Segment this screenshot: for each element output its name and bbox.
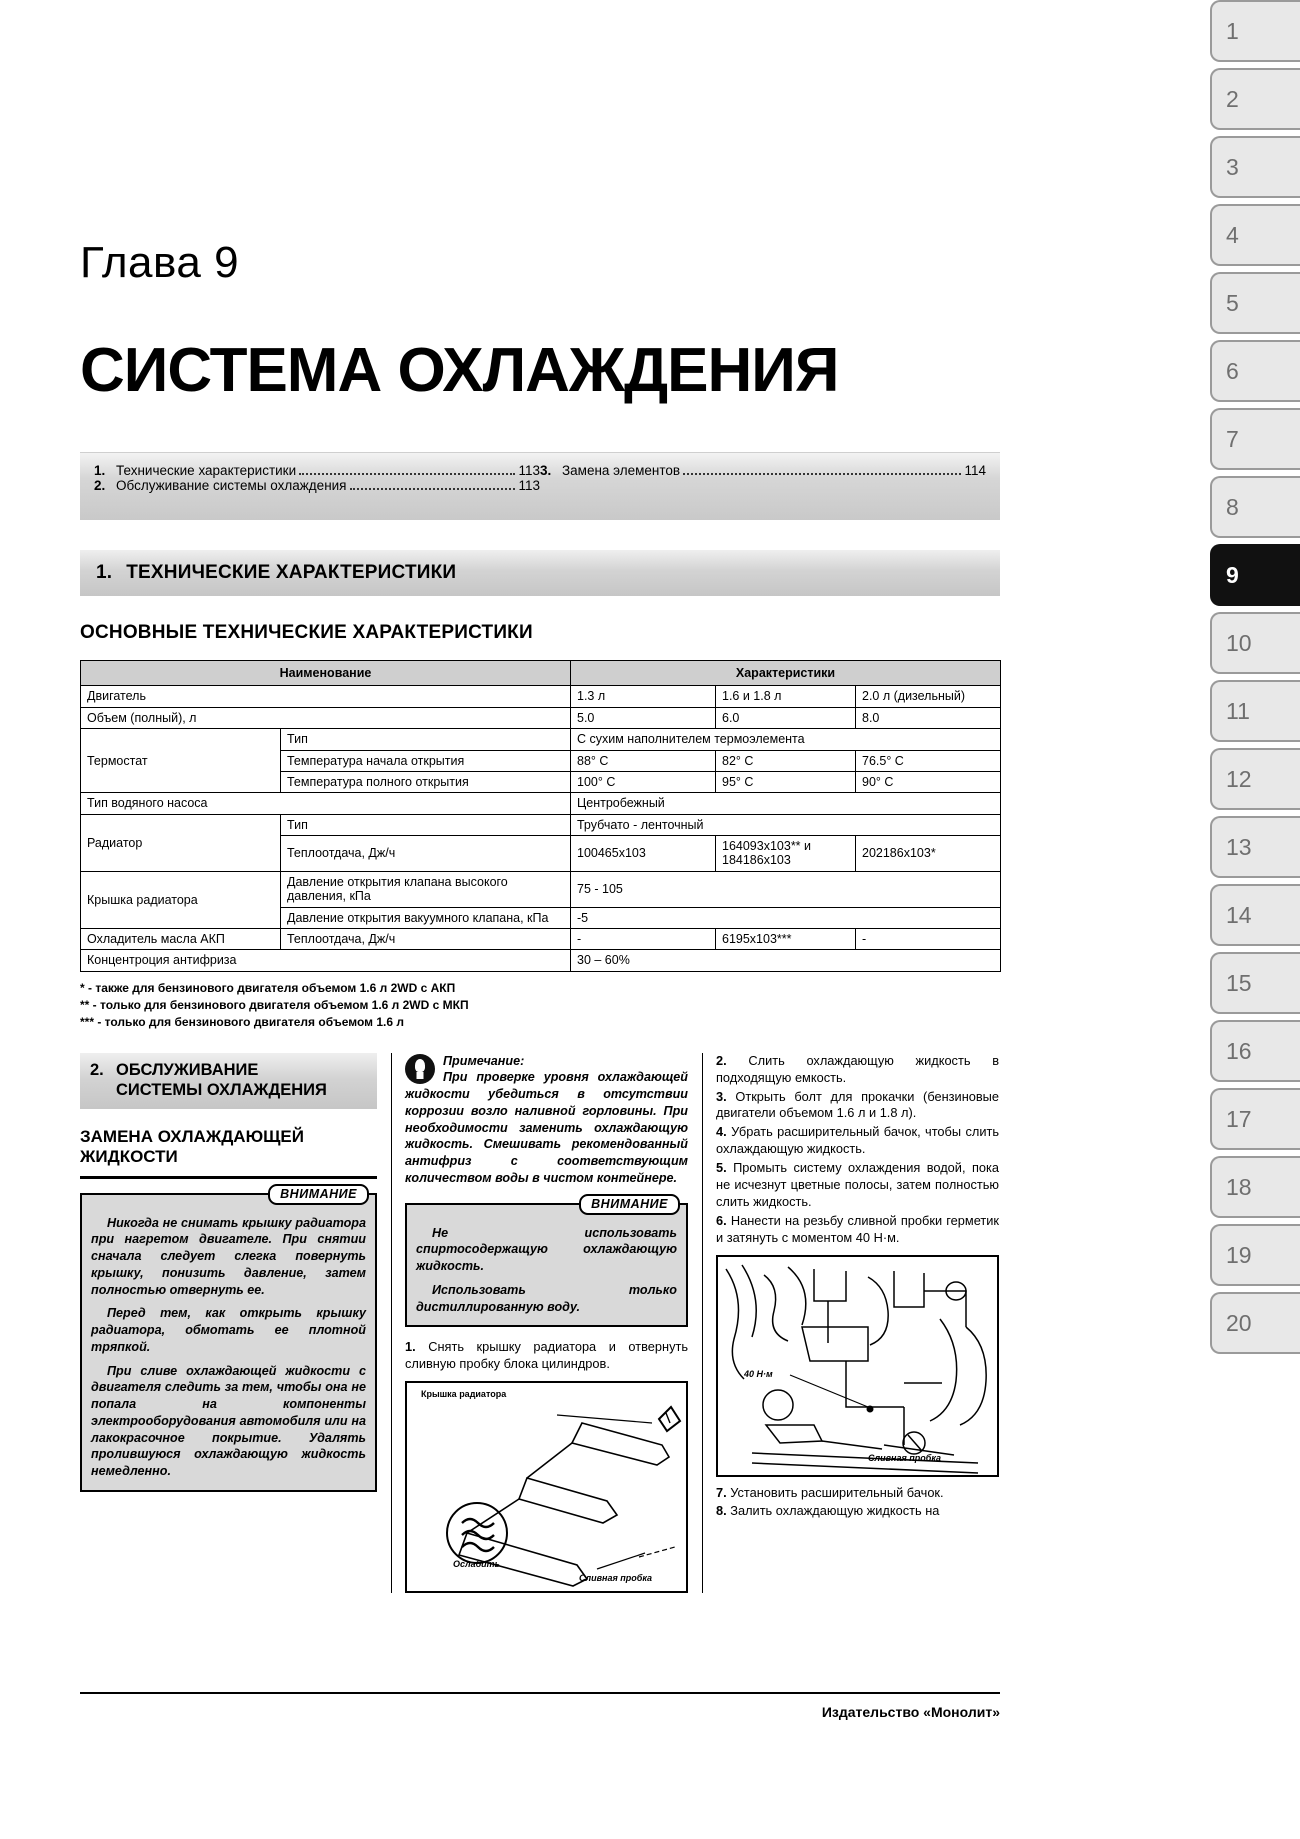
- chapter-tab-9[interactable]: [1210, 544, 1300, 606]
- table-row: [81, 928, 1001, 949]
- steps-right-after: [716, 1485, 999, 1521]
- column-right: [702, 1053, 999, 1593]
- section-2-indent: [90, 1080, 116, 1101]
- procedure-step-text: Слить охлаждающую жидкость в подходящую емкость.: [716, 1052, 999, 1085]
- warning-left-body: [91, 1215, 366, 1480]
- chapter-tab-label: 3: [1226, 153, 1239, 180]
- table-cell-value-span: С сухим наполнителем термоэлемента: [571, 729, 1001, 750]
- toc-entry-page: 114: [964, 463, 986, 478]
- table-cell-name: Термостат: [81, 729, 281, 793]
- section-1-number: 1.: [96, 562, 113, 583]
- table-row: [81, 707, 1001, 728]
- table-cell-value-3: 8.0: [856, 707, 1001, 728]
- table-cell-name: Радиатор: [81, 814, 281, 871]
- chapter-tab-19[interactable]: [1210, 1224, 1300, 1286]
- warning-paragraph: При сливе охлаждающей жидкости с двигателя следить за тем, чтобы она не попала на компоненты электрооборудования автомобиля или на лакокрасочное покрытие. Удалять пролившуюся охлаждающую жидкость немедленно.: [91, 1363, 366, 1479]
- toc-leader-dots: [299, 473, 515, 475]
- procedure-step: [716, 1053, 999, 1087]
- chapter-tab-1[interactable]: [1210, 0, 1300, 62]
- toc-leader-dots: [350, 488, 516, 490]
- coolant-replacement-heading: [80, 1127, 377, 1179]
- warning-paragraph: Не использовать спиртосодержащую охлаждающую жидкость.: [416, 1225, 677, 1274]
- table-cell-value-3: -: [856, 928, 1001, 949]
- chapter-tab-3[interactable]: [1210, 136, 1300, 198]
- column-left: [80, 1053, 377, 1593]
- page-content: [80, 0, 1000, 1593]
- chapter-tab-label: 20: [1226, 1309, 1252, 1336]
- table-cell-value-3: 76.5° С: [856, 750, 1001, 771]
- coolant-heading-line1: ЗАМЕНА ОХЛАЖДАЮЩЕЙ: [80, 1126, 304, 1146]
- procedure-step-number: 3.: [716, 1088, 736, 1104]
- procedure-step-text: Промыть систему охлаждения водой, пока не исчезнут цветные полосы, затем полностью слить жидкость.: [716, 1160, 999, 1209]
- chapter-tab-18[interactable]: [1210, 1156, 1300, 1218]
- chapter-tab-20[interactable]: [1210, 1292, 1300, 1354]
- warning-box-left: [80, 1186, 377, 1492]
- table-row: [81, 950, 1001, 971]
- procedure-step-number: 7.: [716, 1484, 731, 1500]
- table-cell-subname: Тип: [281, 729, 571, 750]
- table-cell-value-1: 5.0: [571, 707, 716, 728]
- note-lead: Примечание:: [443, 1053, 525, 1068]
- toc-entry-label: Технические характеристики: [116, 463, 297, 478]
- procedure-step-number: 5.: [716, 1160, 734, 1176]
- toc-entry-number: 2.: [94, 478, 106, 493]
- chapter-tab-label: 12: [1226, 765, 1252, 792]
- bulb-icon: [405, 1054, 435, 1084]
- table-footnote: * - также для бензинового двигателя объемом 1.6 л 2WD с АКП: [80, 980, 456, 995]
- table-cell-value-3: 2.0 л (дизельный): [856, 686, 1001, 707]
- procedure-step-number: 2.: [716, 1052, 749, 1068]
- chapter-tab-label: 10: [1226, 629, 1252, 656]
- table-cell-value-1: -: [571, 928, 716, 949]
- table-footnote: *** - только для бензинового двигателя объемом 1.6 л: [80, 1014, 404, 1029]
- spec-table-subtitle: ОСНОВНЫЕ ТЕХНИЧЕСКИЕ ХАРАКТЕРИСТИКИ: [80, 622, 533, 643]
- table-cell-value-span: Трубчато - ленточный: [571, 814, 1001, 835]
- warning-paragraph: Перед тем, как открыть крышку радиатора, обмотать ее плотной тряпкой.: [91, 1306, 366, 1354]
- toc-entry-page: 113: [518, 478, 540, 493]
- procedure-step: [716, 1089, 999, 1123]
- table-cell-value-2: 95° С: [716, 771, 856, 792]
- chapter-tab-label: 18: [1226, 1173, 1252, 1200]
- table-cell-subname: Тип: [281, 814, 571, 835]
- chapter-tab-15[interactable]: [1210, 952, 1300, 1014]
- chapter-tab-13[interactable]: [1210, 816, 1300, 878]
- chapter-tab-label: 15: [1226, 969, 1252, 996]
- three-column-body: [80, 1053, 1000, 1593]
- table-cell-value-2: 164093х103** и 184186х103: [716, 836, 856, 872]
- warning-flag-middle: ВНИМАНИЕ: [579, 1194, 680, 1215]
- table-cell-value-3: 202186х103*: [856, 836, 1001, 872]
- table-cell-value-1: 100465х103: [571, 836, 716, 872]
- figure-radiator-cap: [405, 1381, 688, 1593]
- chapter-tab-label: 2: [1226, 85, 1239, 112]
- chapter-label: Глава 9: [80, 238, 240, 287]
- procedure-step-number: 6.: [716, 1212, 731, 1228]
- procedure-step-text: Установить расширительный бачок.: [730, 1484, 944, 1500]
- chapter-tab-rail: [1204, 0, 1300, 1380]
- table-cell-value-1: 88° С: [571, 750, 716, 771]
- procedure-step: [716, 1485, 999, 1502]
- chapter-tab-10[interactable]: [1210, 612, 1300, 674]
- chapter-tab-17[interactable]: [1210, 1088, 1300, 1150]
- note-text: При проверке уровня охлаждающей жидкости убедиться в отсутствии коррозии возло наливной горловины. При необходимости заменить охлаждающую жидкость. Смешивать рекомендованный антифриз с соответствующим количеством воды в чистом контейнере.: [405, 1070, 688, 1185]
- specifications-table-body: [81, 686, 1001, 971]
- chapter-tab-7[interactable]: [1210, 408, 1300, 470]
- engine-bay-diagram: [718, 1257, 999, 1477]
- table-cell-subname: Давление открытия клапана высокого давления, кПа: [281, 871, 571, 907]
- table-cell-name: Объем (полный), л: [81, 707, 571, 728]
- figure-caption-loosen: Ослабить: [453, 1559, 501, 1570]
- chapter-tab-label: 1: [1226, 17, 1239, 44]
- toc-entry-label: Замена элементов: [562, 463, 681, 478]
- table-cell-value-2: 6.0: [716, 707, 856, 728]
- procedure-step: [716, 1160, 999, 1211]
- figure-caption-radiator-cap: Крышка радиатора: [421, 1389, 507, 1400]
- chapter-tab-8[interactable]: [1210, 476, 1300, 538]
- page-footer: Издательство «Монолит»: [80, 1692, 1000, 1720]
- toc-entry[interactable]: [94, 463, 540, 478]
- table-cell-value-span: Центробежный: [571, 793, 1001, 814]
- toc-entry-number: 1.: [94, 463, 106, 478]
- chapter-tab-label: 7: [1226, 425, 1239, 452]
- chapter-tab-label: 14: [1226, 901, 1252, 928]
- table-cell-value-span: -5: [571, 907, 1001, 928]
- procedure-step-text: Снять крышку радиатора и отвернуть сливную пробку блока цилиндров.: [405, 1339, 688, 1372]
- procedure-step-text: Нанести на резьбу сливной пробки герметик и затянуть с моментом 40 Н·м.: [716, 1212, 999, 1245]
- chapter-tab-label: 13: [1226, 833, 1252, 860]
- specifications-table: [80, 660, 1001, 972]
- note-block: [405, 1053, 688, 1187]
- section-2-title-line2: СИСТЕМЫ ОХЛАЖДЕНИЯ: [116, 1081, 327, 1100]
- chapter-tab-11[interactable]: [1210, 680, 1300, 742]
- chapter-tab-label: 16: [1226, 1037, 1252, 1064]
- table-cell-value-2: 82° С: [716, 750, 856, 771]
- figure-caption-drain-plug-right: Сливная пробка: [868, 1452, 942, 1463]
- column-middle: [391, 1053, 688, 1593]
- table-header-name: Наименование: [81, 661, 571, 686]
- procedure-step-text: Залить охлаждающую жидкость на: [730, 1503, 940, 1519]
- procedure-step-number: 1.: [405, 1339, 429, 1355]
- chapter-tab-6[interactable]: [1210, 340, 1300, 402]
- chapter-tab-14[interactable]: [1210, 884, 1300, 946]
- procedure-step-text: Убрать расширительный бачок, чтобы слить охлаждающую жидкость.: [716, 1124, 999, 1157]
- warning-paragraph: Использовать только дистиллированную воду.: [416, 1282, 677, 1314]
- figure-caption-torque: 40 Н·м: [744, 1368, 773, 1379]
- table-cell-subname: Давление открытия вакуумного клапана, кПа: [281, 907, 571, 928]
- warning-paragraph: Никогда не снимать крышку радиатора при нагретом двигателе. При снятии сначала следует слегка повернуть крышку, понизить давление, затем полностью отвернуть ее.: [91, 1215, 366, 1297]
- chapter-tab-label: 11: [1226, 697, 1250, 724]
- section-1-title: ТЕХНИЧЕСКИЕ ХАРАКТЕРИСТИКИ: [126, 562, 457, 583]
- procedure-step-number: 4.: [716, 1124, 732, 1140]
- table-cell-name: Двигатель: [81, 686, 571, 707]
- section-header-1: [80, 550, 1000, 596]
- section-2-title-line1: ОБСЛУЖИВАНИЕ: [116, 1060, 259, 1079]
- chapter-tab-label: 8: [1226, 493, 1239, 520]
- table-header-characteristics: Характеристики: [571, 661, 1001, 686]
- toc-entry-page: 113: [518, 463, 540, 478]
- procedure-step-number: 8.: [716, 1503, 731, 1519]
- chapter-tab-16[interactable]: [1210, 1020, 1300, 1082]
- toc-entry-number: 3.: [540, 463, 552, 478]
- toc-entry[interactable]: [540, 463, 986, 478]
- warning-flag-left: ВНИМАНИЕ: [268, 1184, 369, 1205]
- procedure-step: [716, 1213, 999, 1247]
- table-cell-value-span: 30 – 60%: [571, 950, 1001, 971]
- figure-caption-drain-plug: Сливная пробка: [579, 1573, 653, 1584]
- procedure-step: [716, 1124, 999, 1158]
- table-row: [81, 871, 1001, 907]
- table-cell-name: Охладитель масла АКП: [81, 928, 281, 949]
- table-footnote: ** - только для бензинового двигателя объемом 1.6 л 2WD с МКП: [80, 997, 469, 1012]
- procedure-step: [716, 1503, 999, 1520]
- table-of-contents: [80, 452, 1000, 520]
- table-cell-subname: Температура полного открытия: [281, 771, 571, 792]
- warning-box-middle: [405, 1196, 688, 1328]
- table-row: [81, 729, 1001, 750]
- section-header-2: [80, 1053, 377, 1109]
- chapter-tab-label: 5: [1226, 289, 1239, 316]
- radiator-drain-diagram: [407, 1383, 688, 1593]
- steps-middle: [405, 1339, 688, 1373]
- table-cell-value-span: 75 - 105: [571, 871, 1001, 907]
- table-cell-name: Тип водяного насоса: [81, 793, 571, 814]
- chapter-tab-label: 17: [1226, 1105, 1252, 1132]
- table-cell-subname: Температура начала открытия: [281, 750, 571, 771]
- table-row: [81, 793, 1001, 814]
- steps-right: [716, 1053, 999, 1247]
- warning-middle-body: [416, 1225, 677, 1316]
- toc-column-left: [94, 463, 540, 504]
- page-title: СИСТЕМА ОХЛАЖДЕНИЯ: [80, 336, 839, 405]
- table-cell-value-2: 6195х103***: [716, 928, 856, 949]
- chapter-tab-label: 6: [1226, 357, 1239, 384]
- procedure-step-text: Открыть болт для прокачки (бензиновые двигатели объемом 1.6 л и 1.8 л).: [716, 1088, 999, 1121]
- table-cell-name: Крышка радиатора: [81, 871, 281, 928]
- chapter-tab-5[interactable]: [1210, 272, 1300, 334]
- chapter-tab-12[interactable]: [1210, 748, 1300, 810]
- chapter-tab-label: 4: [1226, 221, 1239, 248]
- figure-engine-drain-plug: [716, 1255, 999, 1477]
- table-cell-subname: Теплоотдача, Дж/ч: [281, 928, 571, 949]
- toc-column-right: [540, 463, 986, 504]
- chapter-tab-4[interactable]: [1210, 204, 1300, 266]
- table-cell-value-3: 90° С: [856, 771, 1001, 792]
- chapter-tab-2[interactable]: [1210, 68, 1300, 130]
- table-footnotes: [80, 980, 1000, 1031]
- table-cell-value-1: 100° С: [571, 771, 716, 792]
- table-cell-name: Концентроция антифриза: [81, 950, 571, 971]
- chapter-tab-label: 9: [1226, 561, 1239, 588]
- table-row: [81, 814, 1001, 835]
- toc-entry[interactable]: [94, 478, 540, 493]
- chapter-tab-label: 19: [1226, 1241, 1252, 1268]
- toc-entry-label: Обслуживание системы охлаждения: [116, 478, 347, 493]
- procedure-step: [405, 1339, 688, 1373]
- coolant-heading-line2: ЖИДКОСТИ: [80, 1147, 178, 1167]
- table-row: [81, 686, 1001, 707]
- toc-leader-dots: [683, 473, 961, 475]
- section-2-number: 2.: [90, 1060, 104, 1079]
- table-cell-subname: Теплоотдача, Дж/ч: [281, 836, 571, 872]
- table-cell-value-1: 1.3 л: [571, 686, 716, 707]
- table-cell-value-2: 1.6 и 1.8 л: [716, 686, 856, 707]
